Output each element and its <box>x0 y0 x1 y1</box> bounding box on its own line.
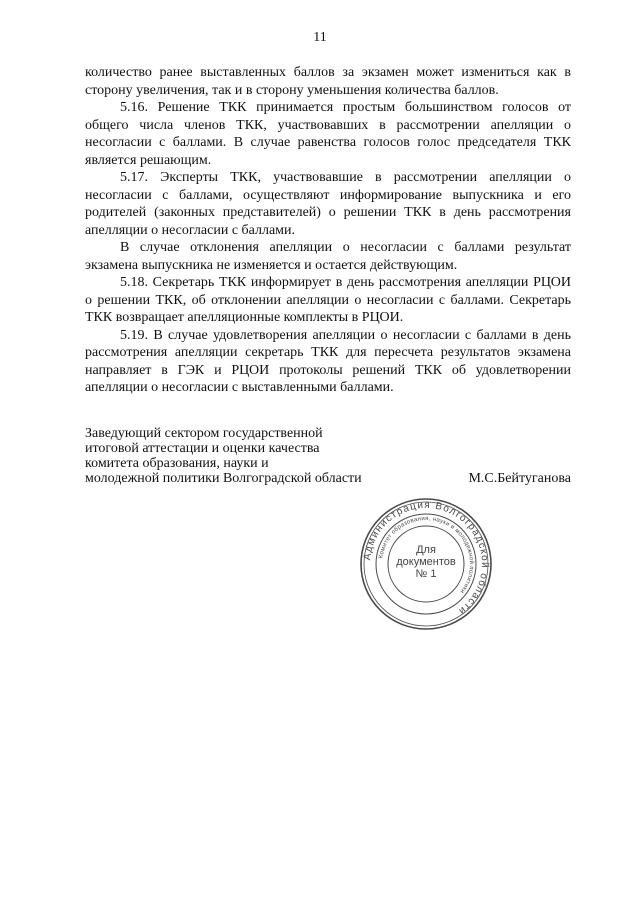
signer-position-line-2: итоговой аттестации и оценки качества <box>85 441 320 456</box>
stamp-outer-text: Администрация Волгоградской области <box>362 499 491 617</box>
signer-name: М.С.Бейтуганова <box>468 471 571 486</box>
signer-position-line-4: молодежной политики Волгоградской области <box>85 471 362 486</box>
official-stamp <box>358 496 494 632</box>
stamp-center-text <box>382 544 470 580</box>
paragraph-continuation: количество ранее выставленных баллов за экзамен может измениться как в сторону увеличения, так и в сторону уменьшения количества баллов. <box>85 65 571 98</box>
signer-position-line-3: комитета образования, науки и <box>85 456 269 471</box>
paragraph-5-17: 5.17. Эксперты ТКК, участвовавшие в рассмотрении апелляции о несогласии с баллами, осуществляют информирование выпускника и его родителей (законных представителей) о решении ТКК в день рассмотрения апелляции о несогласии с баллами. <box>85 170 571 238</box>
document-body <box>85 64 571 397</box>
signature-block <box>85 426 571 486</box>
paragraph-5-19: 5.19. В случае удовлетворения апелляции о несогласии с баллами в день рассмотрения апелляции секретарь ТКК для пересчета результатов экзамена направляет в ГЭК и РЦОИ протоколы решений ТКК об удовлетворении апелляции о несогласии с выставленными баллами. <box>85 327 571 395</box>
paragraph-rejection: В случае отклонения апелляции о несогласии с баллами результат экзамена выпускника не изменяется и остается действующим. <box>85 240 571 273</box>
paragraph-5-18: 5.18. Секретарь ТКК информирует в день рассмотрения апелляции РЦОИ о решении ТКК, об отклонении апелляции о несогласии с баллами. Секретарь ТКК возвращает апелляционные комплекты в РЦОИ. <box>85 275 571 325</box>
stamp-center-line-2: документов <box>396 556 456 568</box>
stamp-center-line-1: Для <box>416 544 436 556</box>
signer-last-line <box>85 471 571 486</box>
paragraph-5-16: 5.16. Решение ТКК принимается простым большинством голосов от общего числа членов ТКК, участвовавших в рассмотрении апелляции о несогласии с баллами. В случае равенства голосов голос председателя ТКК является решающим. <box>85 100 571 168</box>
page-number: 11 <box>313 30 327 45</box>
stamp-center-line-3: № 1 <box>415 568 437 580</box>
signer-position-line-1: Заведующий сектором государственной <box>85 426 323 441</box>
stamp-inner-text: Комитет образования, науки и молодежной политики <box>378 515 475 595</box>
